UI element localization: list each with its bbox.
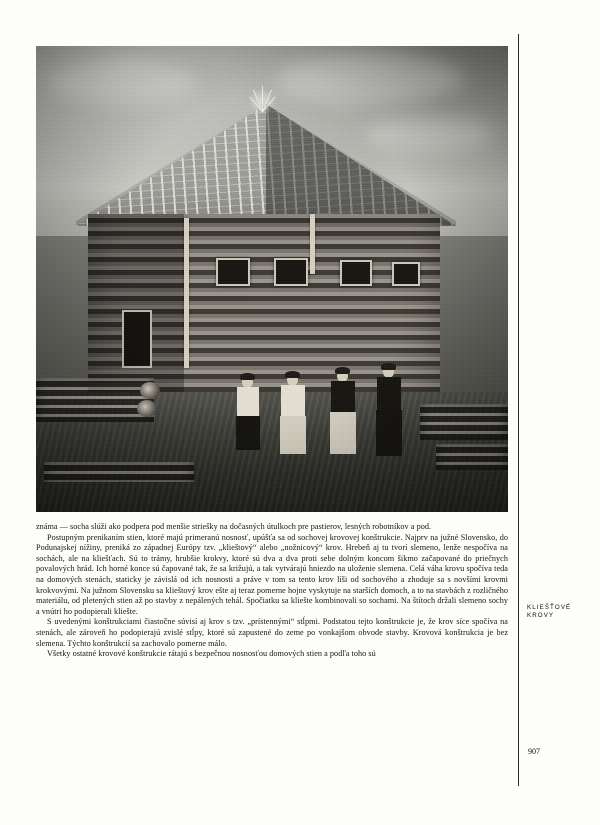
roof-structure [76,104,456,226]
porch-post [184,218,189,368]
paragraph: S uvedenými konštrukciami čiastočne súvisí aj krov s tzv. „prístennými“ stĺpmi. Podstatou tejto konštrukcie je, že krov síce spočíva na stenách, ale zároveň ho podopierajú zvislé stĺpy, ktoré sú zapustené do zeme po vonkajšom obvode stavby. Krovová konštrukcia je bez slemena. Týchto konštrukcií sa zachovalo pomerne málo. [36,617,508,648]
house-window [216,258,250,286]
person-hat [240,373,255,380]
timber-pile-left [36,378,154,422]
margin-rule [518,34,519,786]
house-window [274,258,308,286]
timber-pile-right-lower [436,444,508,470]
house-window [392,262,420,286]
person-legs [280,416,306,454]
timber-pile-right [420,404,508,440]
figure-photograph [36,46,508,512]
marginal-note [527,604,589,620]
person-legs [330,412,356,454]
person-figure [326,370,362,454]
marginal-note-line: KROVY [527,612,555,619]
ridge-branch-ornament [249,86,275,112]
paragraph: Všetky ostatné krovové konštrukcie rátajú s bezpečnou nosnosťou domových stien a podľa toho sú [47,649,376,659]
porch-post [310,214,315,274]
roof-shaded-side [266,104,456,226]
cloud-shape [46,62,196,104]
person-hat [335,367,350,374]
log-end [140,382,160,399]
person-figure [372,366,408,456]
house-door [122,310,152,368]
person-legs [376,410,402,456]
paragraph: známa — socha slúži ako podpera pod menšie striešky na dočasných útulkoch pre pastierov, lesných robotníkov a pod. [36,522,432,531]
marginal-note-line: KLIEŠŤOVÉ [527,604,572,611]
page-number: 907 [528,747,540,756]
person-legs [236,416,260,450]
person-torso [237,387,259,417]
photo-canvas [36,46,508,512]
log-end [137,400,157,417]
person-torso [331,381,355,413]
page-content [36,46,508,660]
person-torso [281,385,305,417]
person-torso [377,377,401,411]
paragraph: Postupným prenikaním stien, ktoré majú primeranú nosnosť, upúšťa sa od sochovej krovovej konštrukcie. Najprv na južné Slovensko, do Podunajskej nížiny, preniká zo západnej Európy tzv. „klieštový“ alebo „nožnicový“ krov. Hrebeň aj tu tvorí slemeno, lenže nespočíva na sochách, ale na kliešťach. Sú to trámy, hrubšie krokvy, ktoré sú dva a dva proti sebe dolným koncom šikmo začapované do priečnych povalových hrád. Ich horné konce sú čapované tak, že sa križujú, a tak vytvárajú hniezdo na uloženie slemena. Celá váha krovu spočíva teda na domových stenách, staticky je závislá od ich nosnosti a práve v tom sa tento krov líši od sochového a zhoduje sa s novšími krovmi krokvovými. Na južnom Slovensku sa klieštový krov ešte aj teraz pomerne hojne vyskytuje na starších domoch, a to na stavbách z rozličného materiálu, od pletených stien až po stavby z nepálených tehál. Spočiatku sa kliešte kombinovali so sochami. Na štítoch držali slemeno sochy a vnútri ho podopierali kliešte. [36,532,508,616]
timber-beam-foreground [44,462,194,482]
person-hat [381,363,396,370]
body-text [36,522,508,660]
person-figure [276,374,312,454]
cloud-shape [276,54,466,104]
person-hat [285,371,300,378]
house-window [340,260,372,286]
person-figure [232,376,266,450]
